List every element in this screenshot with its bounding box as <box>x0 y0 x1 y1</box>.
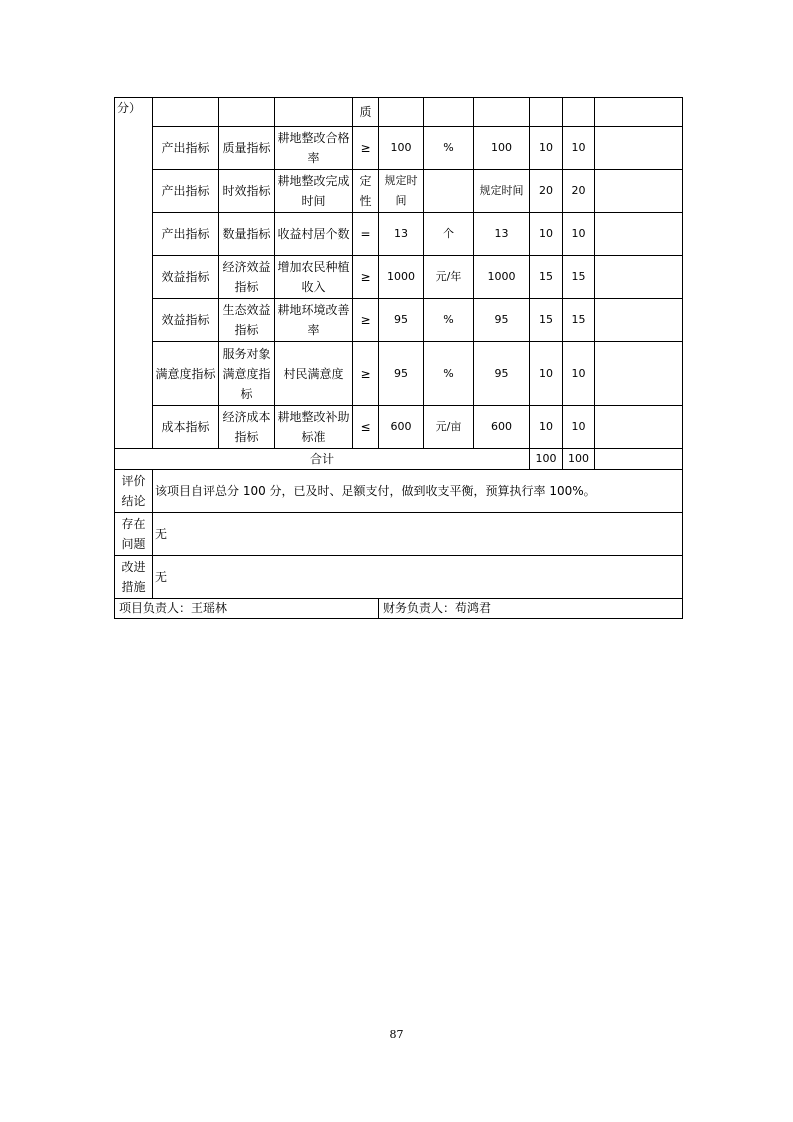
empty-cell <box>424 98 474 127</box>
unit-cell: 元/亩 <box>424 406 474 449</box>
score-cell: 15 <box>563 299 595 342</box>
unit-cell: 元/年 <box>424 256 474 299</box>
finance-lead: 财务负责人：苟鸿君 <box>379 599 683 619</box>
problems-row-text: 无 <box>153 513 683 556</box>
remark-cell <box>595 170 683 213</box>
level2-indicator: 经济效益指标 <box>219 256 275 299</box>
conclusion-row-label: 评价结论 <box>115 470 153 513</box>
unit-cell: % <box>424 127 474 170</box>
score-cell: 20 <box>563 170 595 213</box>
indicator-row <box>115 406 683 449</box>
comparison-symbol: 定性 <box>353 170 379 213</box>
level2-indicator: 服务对象满意度指标 <box>219 342 275 406</box>
level3-indicator: 增加农民种植收入 <box>275 256 353 299</box>
empty-cell <box>595 98 683 127</box>
actual-value: 600 <box>474 406 530 449</box>
score-cell: 10 <box>563 127 595 170</box>
empty-cell <box>379 98 424 127</box>
level1-indicator: 满意度指标 <box>153 342 219 406</box>
total-weight: 100 <box>530 449 563 470</box>
level3-indicator: 耕地整改补助标准 <box>275 406 353 449</box>
level3-indicator: 耕地环境改善率 <box>275 299 353 342</box>
level1-indicator: 产出指标 <box>153 213 219 256</box>
indicator-row <box>115 342 683 406</box>
comparison-symbol: ≥ <box>353 342 379 406</box>
actual-value: 规定时间 <box>474 170 530 213</box>
target-value: 规定时间 <box>379 170 424 213</box>
signature-row <box>115 599 683 619</box>
improvements-row-label: 改进措施 <box>115 556 153 599</box>
indicator-row <box>115 213 683 256</box>
remark-cell <box>595 406 683 449</box>
target-value: 13 <box>379 213 424 256</box>
unit-cell: % <box>424 342 474 406</box>
weight-cell: 20 <box>530 170 563 213</box>
indicator-row <box>115 256 683 299</box>
total-score: 100 <box>563 449 595 470</box>
indicator-row <box>115 127 683 170</box>
remark-cell <box>595 213 683 256</box>
level1-indicator: 效益指标 <box>153 299 219 342</box>
level2-indicator: 数量指标 <box>219 213 275 256</box>
empty-cell <box>219 98 275 127</box>
weight-cell: 10 <box>530 213 563 256</box>
actual-value: 13 <box>474 213 530 256</box>
comparison-symbol: = <box>353 213 379 256</box>
symbol-cell: 质 <box>353 98 379 127</box>
score-cell: 10 <box>563 406 595 449</box>
target-value: 95 <box>379 299 424 342</box>
comparison-symbol: ≥ <box>353 256 379 299</box>
empty-cell <box>474 98 530 127</box>
target-value: 100 <box>379 127 424 170</box>
level3-indicator: 收益村居个数 <box>275 213 353 256</box>
improvements-row <box>115 556 683 599</box>
level3-indicator: 村民满意度 <box>275 342 353 406</box>
total-row <box>115 449 683 470</box>
empty-cell <box>275 98 353 127</box>
problems-row-label: 存在问题 <box>115 513 153 556</box>
project-lead: 项目负责人：王瑶林 <box>115 599 379 619</box>
actual-value: 100 <box>474 127 530 170</box>
weight-cell: 10 <box>530 342 563 406</box>
remark-cell <box>595 127 683 170</box>
conclusion-row-text: 该项目自评总分 100 分，已及时、足额支付，做到收支平衡，预算执行率 100%。 <box>153 470 683 513</box>
conclusion-row <box>115 470 683 513</box>
remark-cell <box>595 256 683 299</box>
remark-cell <box>595 342 683 406</box>
page-number: 87 <box>389 1028 404 1041</box>
level3-indicator: 耕地整改完成时间 <box>275 170 353 213</box>
empty-cell <box>595 449 683 470</box>
level1-indicator: 效益指标 <box>153 256 219 299</box>
score-cell: 10 <box>563 213 595 256</box>
empty-cell <box>563 98 595 127</box>
level2-indicator: 生态效益指标 <box>219 299 275 342</box>
score-cell: 10 <box>563 342 595 406</box>
weight-cell: 15 <box>530 256 563 299</box>
comparison-symbol: ≥ <box>353 127 379 170</box>
unit-cell <box>424 170 474 213</box>
level1-indicator: 产出指标 <box>153 127 219 170</box>
score-cell: 15 <box>563 256 595 299</box>
indicator-row <box>115 170 683 213</box>
weight-cell: 15 <box>530 299 563 342</box>
remark-cell <box>595 299 683 342</box>
target-value: 1000 <box>379 256 424 299</box>
level1-indicator: 成本指标 <box>153 406 219 449</box>
comparison-symbol: ≤ <box>353 406 379 449</box>
empty-cell <box>530 98 563 127</box>
actual-value: 1000 <box>474 256 530 299</box>
level3-indicator: 耕地整改合格率 <box>275 127 353 170</box>
problems-row <box>115 513 683 556</box>
weight-cell: 10 <box>530 406 563 449</box>
level2-indicator: 质量指标 <box>219 127 275 170</box>
level2-indicator: 经济成本指标 <box>219 406 275 449</box>
actual-value: 95 <box>474 299 530 342</box>
target-value: 600 <box>379 406 424 449</box>
level2-indicator: 时效指标 <box>219 170 275 213</box>
unit-cell: 个 <box>424 213 474 256</box>
target-value: 95 <box>379 342 424 406</box>
level1-indicator: 产出指标 <box>153 170 219 213</box>
table-row-top <box>115 98 683 127</box>
empty-cell <box>153 98 219 127</box>
actual-value: 95 <box>474 342 530 406</box>
comparison-symbol: ≥ <box>353 299 379 342</box>
improvements-row-text: 无 <box>153 556 683 599</box>
category-cell: 分） <box>115 98 153 449</box>
performance-evaluation-table <box>114 97 683 619</box>
unit-cell: % <box>424 299 474 342</box>
indicator-row <box>115 299 683 342</box>
weight-cell: 10 <box>530 127 563 170</box>
total-label: 合计 <box>115 449 530 470</box>
